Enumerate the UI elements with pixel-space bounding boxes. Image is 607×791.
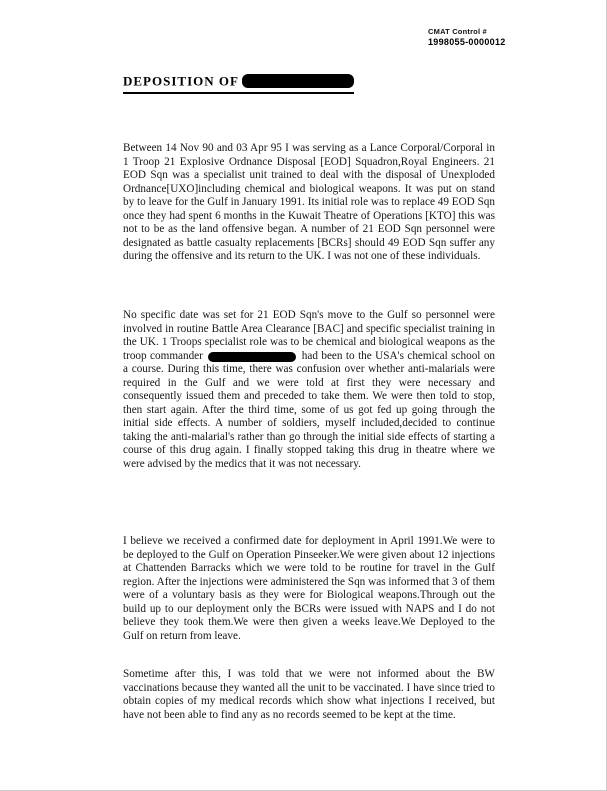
inline-redaction-bar [208,352,296,362]
paragraph-service-history: Between 14 Nov 90 and 03 Apr 95 I was serving as a Lance Corporal/Corporal in 1 Troop 21 Explosive Ordnance Disposal [EOD] Squadron,Royal Engineers. 21 EOD Sqn was a specialist unit trained to deal with the disposal of Unexploded Ordnance[UXO]including chemical and biological weapons. It was put on stand by to leave for the Gulf in January 1991. Its initial role was to replace 49 EOD Sqn once they had spent 6 months in the Kuwait Theatre of Operations [KTO] this was not to be as the land offensive began. A number of 21 EOD Sqn personnel were designated as battle casualty replacements [BCRs] should 49 EOD Sqn suffer any during the offensive and its return to the UK. I was not one of these individuals. [123,142,495,263]
cmat-control-block [428,27,506,49]
title-redaction-bar [242,74,354,88]
paragraph-training-antimalarials [123,309,495,471]
cmat-control-number: 1998055-0000012 [428,37,506,48]
paragraph-deployment-injections: I believe we received a confirmed date for deployment in April 1991.We were to be deployed to the Gulf on Operation Pinseeker.We were given about 12 injections at Chattenden Barracks which we were told to be routine for travel in the Gulf region. After the injections were administered the Sqn was informed that 3 of them were of a voluntary basis as they were for Biological weapons.Through out the build up to our deployment only the BCRs were issued with NAPS and I do not believe they took them.We were then given a weeks leave.We Deployed to the Gulf on return from leave. [123,535,495,642]
document-title-row [123,72,354,94]
paragraph-medical-records: Sometime after this, I was told that we were not informed about the BW vaccinations because they wanted all the unit to be vaccinated. I have since tried to obtain copies of my medical records which show what injections I received, but have not been able to find any as no records seemed to be kept at the time. [123,668,495,721]
paragraph-2-text-before-redaction: No specific date was set for 21 EOD Sqn's move to the Gulf so personnel were involved in routine Battle Area Clearance [BAC] and specific specialist training in the UK. 1 Troops specialist role was to be chemical and biological weapons as the troop commander [123,309,495,362]
cmat-control-label: CMAT Control # [428,27,487,36]
document-title: DEPOSITION OF [123,73,239,89]
paragraph-2-text-after-redaction: had been to the USA's chemical school on a course. During this time, there was confusion over whether anti-malarials were required in the Gulf and we were told at first they were necessary and consequently issued them and preceded to take them. We were then told to stop, then start again. After the third time, some of us got fed up going through the initial side effects. A number of soldiers, myself included,decided to continue taking the anti-malarial's rather than go through the initial side effects of starting a course of this drug again. I finally stopped taking this drug in theatre where we were advised by the medics that it was not necessary. [123,349,496,470]
